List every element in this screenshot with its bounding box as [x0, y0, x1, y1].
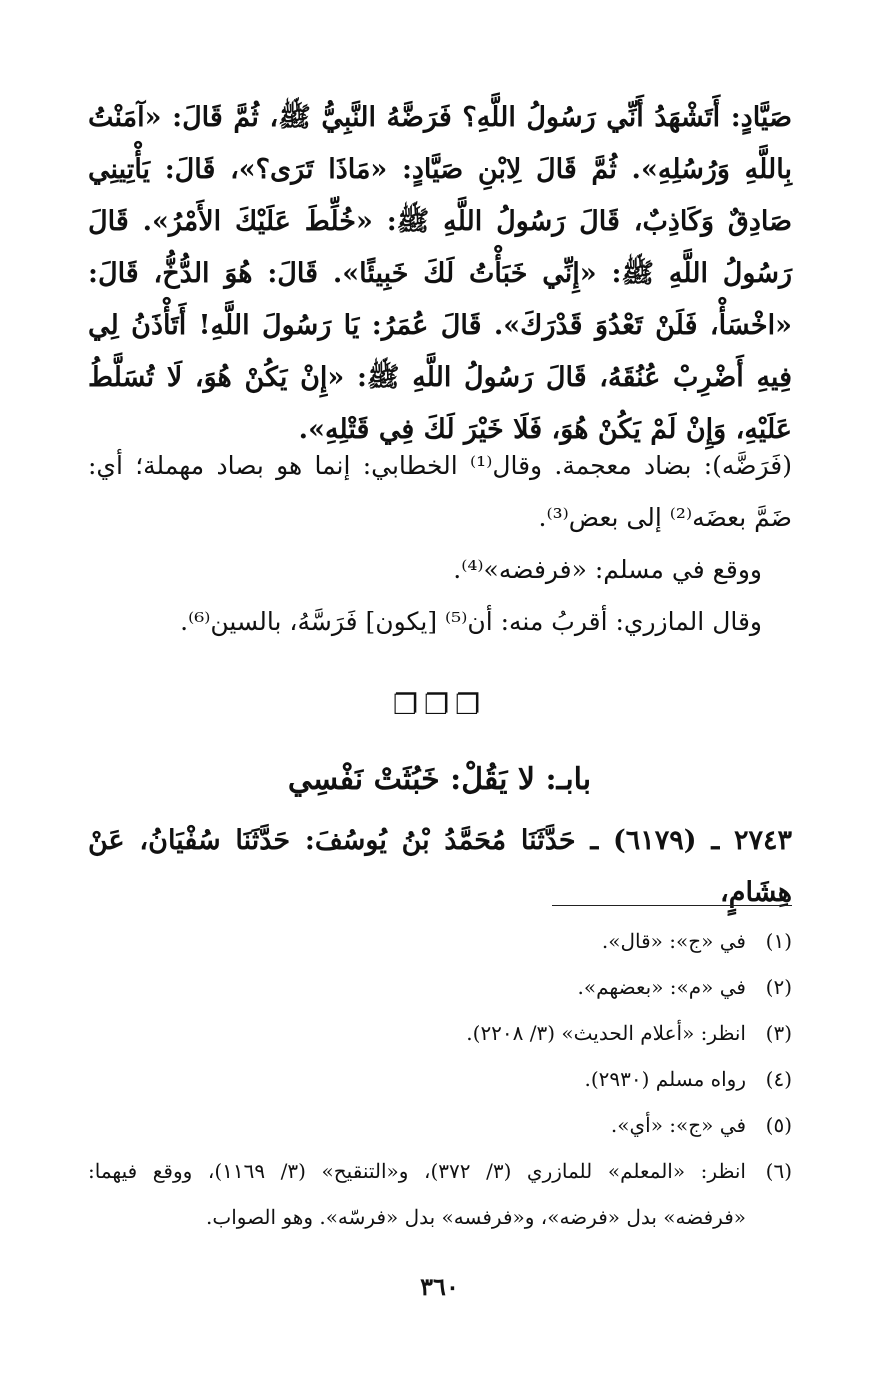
hadith-main-text: صَيَّادٍ: أَتَشْهَدُ أَنِّي رَسُولُ اللَّهِ؟ فَرَضَّهُ النَّبِيُّ ﷺ، ثُمَّ قَالَ: «آمَنْتُ بِاللَّهِ وَرُسُلِهِ». ثُمَّ قَالَ لِابْنِ صَيَّادٍ: «مَاذَا تَرَى؟»، قَالَ: يَأْتِينِي صَادِقٌ وَكَاذِبٌ، قَالَ رَسُولُ اللَّهِ ﷺ: «خُلِّطَ عَلَيْكَ الأَمْرُ». قَالَ رَسُولُ اللَّهِ ﷺ: «إِنِّي خَبَأْتُ لَكَ خَبِيئًا». قَالَ: هُوَ الدُّخُّ، قَالَ: «اخْسَأْ، فَلَنْ تَعْدُوَ قَدْرَكَ». قَالَ عُمَرُ: يَا رَسُولَ اللَّهِ! أَتَأْذَنُ لِي فِيهِ أَضْرِبْ عُنُقَهُ، قَالَ رَسُولُ اللَّهِ ﷺ: «إِنْ يَكُنْ هُوَ، لَا تُسَلَّطُ عَلَيْهِ، وَإِنْ لَمْ يَكُنْ هُوَ، فَلَا خَيْرَ لَكَ فِي قَتْلِهِ». [88, 102, 792, 445]
footnote-number: (٤) [765, 1067, 792, 1091]
footnote-item [88, 1010, 792, 1056]
commentary-paragraph: ووقع في مسلم: «فرفضه»⁽⁴⁾. [453, 555, 762, 584]
footnote-number: (٥) [765, 1113, 792, 1137]
footnote-text: رواه مسلم (٢٩٣٠). [584, 1067, 746, 1091]
footnote-item [88, 1148, 792, 1240]
footnote-text: انظر: «المعلم» للمازري (٣/ ٣٧٢)، و«التنقيح» (٣/ ١١٦٩)، ووقع فيهما: «فرفضه» بدل «فرضه»، و«فرفسه» بدل «فرسّه». وهو الصواب. [88, 1159, 746, 1229]
section-separator-ornament: ❐❐❐ [392, 688, 487, 721]
footnote-text: في «ج»: «أي». [610, 1113, 746, 1137]
footnote-number: (٦) [765, 1159, 792, 1183]
footnote-item [88, 964, 792, 1010]
footnote-number: (٢) [765, 975, 792, 999]
footnote-text: في «م»: «بعضهم». [577, 975, 746, 999]
page-number: ٣٦٠ [420, 1272, 459, 1301]
footnote-text: انظر: «أعلام الحديث» (٣/ ٢٢٠٨). [466, 1021, 746, 1045]
footnote-number: (٣) [765, 1021, 792, 1045]
footnote-number: (١) [765, 929, 792, 953]
footnote-divider [552, 905, 792, 906]
hadith-isnad-line: ٢٧٤٣ ـ (٦١٧٩) ـ حَدَّثَنَا مُحَمَّدُ بْنُ يُوسُفَ: حَدَّثَنَا سُفْيَانُ، عَنْ هِشَامٍ، [88, 825, 792, 908]
footnote-item [88, 1102, 792, 1148]
commentary-paragraph: وقال المازري: أقربُ منه: أن⁽⁵⁾ [يكون] فَرَسَّهُ، بالسين⁽⁶⁾. [180, 607, 762, 636]
footnote-text: في «ج»: «قال». [601, 929, 746, 953]
footnote-item [88, 1056, 792, 1102]
chapter-heading: بابـ: لا يَقُلْ: خَبُثَتْ نَفْسِي [287, 762, 592, 797]
commentary-paragraph: (فَرَضَّه): بضاد معجمة. وقال⁽¹⁾ الخطابي: إنما هو بصاد مهملة؛ أي: ضَمَّ بعضَه⁽²⁾ إلى بعض⁽³⁾. [88, 451, 793, 532]
commentary-section [88, 440, 792, 648]
footnote-item [88, 918, 792, 964]
footnotes-list [88, 918, 792, 1240]
